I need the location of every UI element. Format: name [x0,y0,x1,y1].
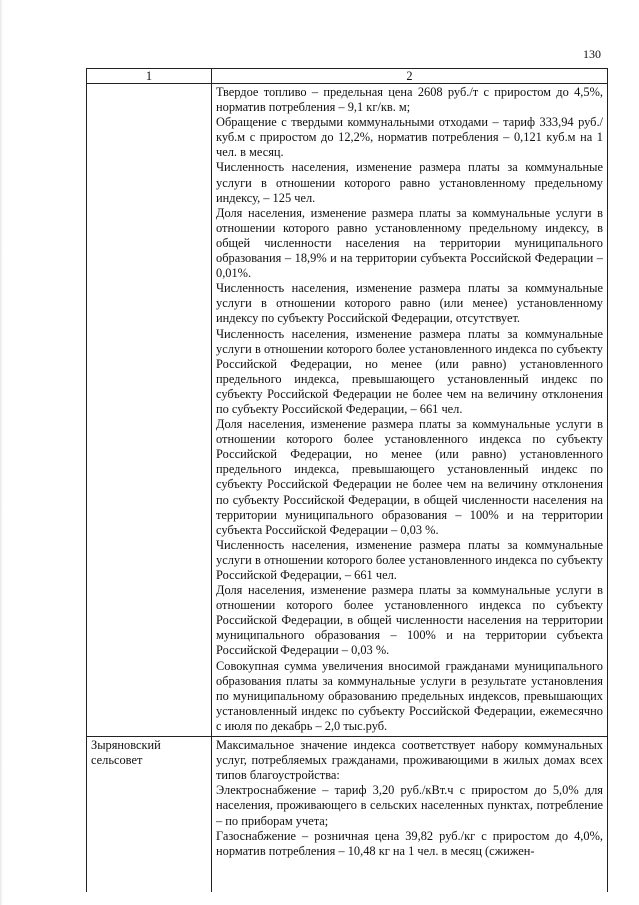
paragraph: Совокупная сумма увеличения вносимой гражданами муниципального образования платы за коммунальные услуги в результате установления по муниципальному образованию предельных индексов, превышающих установленный индекс по субъекту Российской Федерации, ежемесячно с июля по декабрь – 2,0 тыс.руб. [216,658,603,733]
scan-edge [0,0,3,905]
paragraph: Доля населения, изменение размера платы за коммунальные услуги в отношении которого равно установленному предельному индексу, в общей численности населения на территории муниципального образования – 18,9% и на территории субъекта Российской Федерации – 0,01%. [216,205,603,281]
paragraph: Доля населения, изменение размера платы за коммунальные услуги в отношении которого более установленного индекса по субъекту Российской Федерации, в общей численности населения на территории муниципального образования – 100% и на территории субъекта Российской Федерации – 0,03 %. [216,583,603,658]
paragraph: Доля населения, изменение размера платы за коммунальные услуги в отношении которого более установленного индекса по субъекту Российской Федерации, но менее (или равно) установленного предельного индекса, превышающего установленный индекс по субъекту Российской Федерации не более чем на величину отклонения по субъекту Российской Федерации, в общей численности населения на территории муниципального образования – 100% и на территории субъекта Российской Федерации – 0,03 %. [216,417,603,537]
paragraph: Численность населения, изменение размера платы за коммунальные услуги в отношении которого более установленного индекса по субъекту Российской Федерации, – 661 чел. [216,537,603,582]
paragraph: Электроснабжение – тариф 3,20 руб./кВт.ч с приростом до 5,0% для населения, проживающего в сельских населенных пунктах, потребление – по приборам учета; [216,783,603,828]
paragraph: Численность населения, изменение размера платы за коммунальные услуги в отношении которого более установленного индекса по субъекту Российской Федерации, но менее (или равно) установленного предельного индекса, превышающего установленный индекс по субъекту Российской Федерации не более чем на величину отклонения по субъекту Российской Федерации, – 661 чел. [216,326,603,416]
table-row [87,737,608,893]
paragraph: Твердое топливо – предельная цена 2608 руб./т с приростом до 4,5%, норматив потребления – 9,1 кг/кв. м; [216,85,603,115]
description-cell [212,737,608,893]
page-number: 130 [583,47,601,61]
table-row [87,84,608,737]
column-header-1: 1 [87,69,212,84]
paragraph: Численность населения, изменение размера платы за коммунальные услуги в отношении которого равно установленному предельному индексу, – 125 чел. [216,160,603,205]
document-table [86,68,608,892]
paragraph: Газоснабжение – розничная цена 39,82 руб./кг с приростом до 4,0%, норматив потребления – 10,48 кг на 1 чел. в месяц (сжижен- [216,828,603,858]
table-header-row [87,69,608,84]
region-name: Зыряновский сельсовет [91,738,161,768]
column-header-2: 2 [212,69,608,84]
paragraph: Численность населения, изменение размера платы за коммунальные услуги в отношении которого равно (или менее) установленному индексу по субъекту Российской Федерации, отсутствует. [216,281,603,326]
paragraph: Обращение с твердыми коммунальными отходами – тариф 333,94 руб./куб.м с приростом до 12,2%, норматив потребления – 0,121 куб.м на 1 чел. в месяц. [216,115,603,160]
description-cell [212,84,608,737]
paragraph: Максимальное значение индекса соответствует набору коммунальных услуг, потребляемых гражданами, проживающими в жилых домах всех типов благоустройства: [216,738,603,783]
region-cell [87,737,212,893]
region-cell [87,84,212,737]
